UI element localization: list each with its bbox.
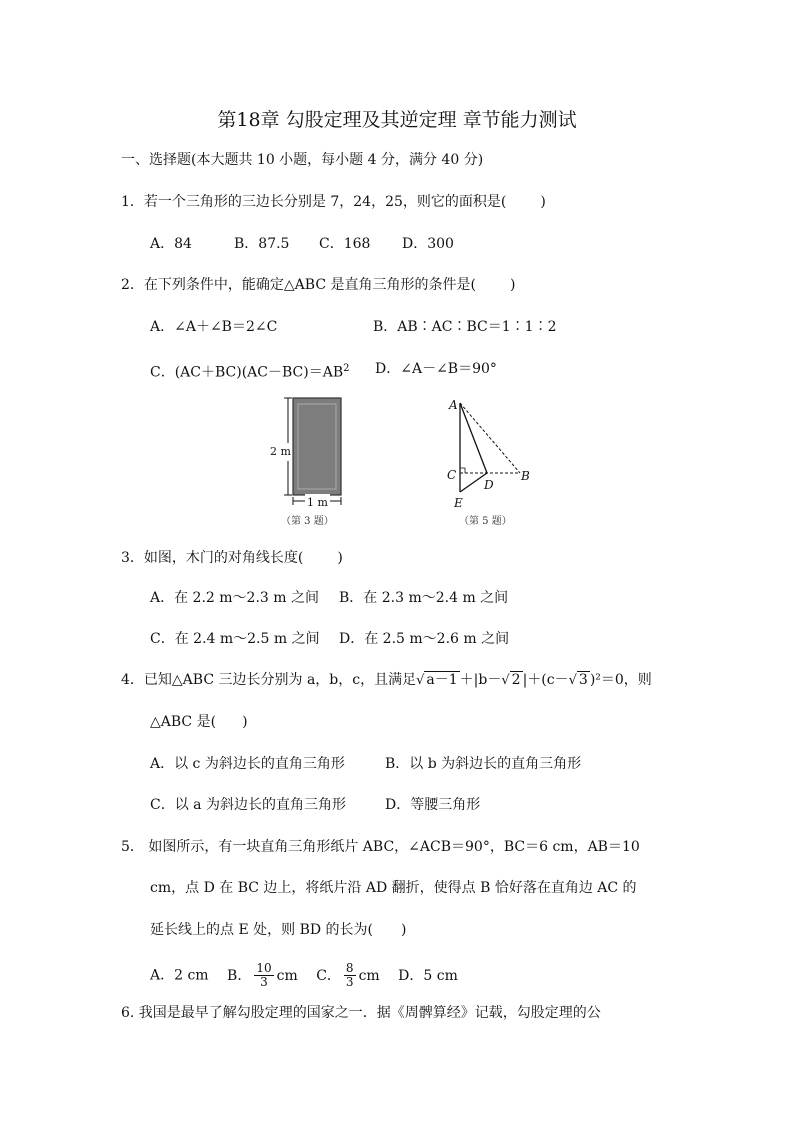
question-2-option-d: D．∠A－∠B＝90° (375, 361, 497, 377)
question-1: 1．若一个三角形的三边长分别是 7，24，25，则它的面积是( ) (121, 194, 546, 210)
question-2-option-a: A．∠A＋∠B＝2∠C (150, 319, 278, 335)
question-5-line-1: 5． 如图所示，有一块直角三角形纸片 ABC，∠ACB＝90°，BC＝6 cm，AB＝10 (121, 839, 640, 855)
fraction-8-3: $\frac{8}{3}$ (345, 961, 354, 989)
question-3-option-c: C．在 2.4 m～2.5 m 之间 (150, 631, 320, 647)
option-b: B． $\frac{10}{3}$ cm (227, 961, 298, 989)
label-c: C (447, 468, 457, 482)
question-4-option-b: B．以 b 为斜边长的直角三角形 (385, 756, 582, 772)
door-height-label: 2 m (270, 443, 291, 461)
question-2-option-b: B．AB∶AC∶BC＝1∶1∶2 (373, 319, 557, 335)
option-d: D．300 (402, 236, 454, 252)
question-1-options (150, 235, 454, 253)
door-rect (293, 398, 341, 495)
option-c: C．168 (319, 236, 371, 252)
question-2-stem: 2．在下列条件中，能确定△ABC 是直角三角形的条件是( (121, 277, 476, 293)
section-heading: 一、选择题(本大题共 10 小题，每小题 4 分，满分 40 分) (121, 152, 484, 168)
label-b: B (521, 469, 530, 483)
label-e: E (454, 496, 463, 510)
sqrt-expression-2: 2 (511, 672, 521, 688)
question-5-line-2: cm，点 D 在 BC 边上，将纸片沿 AD 翻折，使得点 B 恰好落在直角边 AC 的 (150, 880, 637, 896)
question-1-stem: 1．若一个三角形的三边长分别是 7，24，25，则它的面积是( (121, 194, 507, 210)
question-5-line-3: 延长线上的点 E 处，则 BD 的长为( ) (150, 922, 407, 938)
question-5-options (150, 962, 458, 989)
label-a: A (449, 398, 458, 412)
question-3-stem: 3．如图，木门的对角线长度( (121, 550, 304, 566)
right-angle-mark (460, 468, 465, 473)
page-title: 第18章 勾股定理及其逆定理 章节能力测试 (217, 109, 577, 131)
question-3-option-d: D．在 2.5 m～2.6 m 之间 (339, 631, 510, 647)
figure-5-caption: （第 5 题） (459, 516, 512, 527)
door-width-label: 1 m (305, 494, 330, 512)
line-ab-dashed (460, 403, 520, 473)
fraction-10-3: $\frac{10}{3}$ (256, 961, 272, 989)
question-4-option-d: D．等腰三角形 (385, 797, 481, 813)
label-d: D (484, 478, 494, 492)
option-c: C． $\frac{8}{3}$ cm (316, 961, 380, 989)
question-6-line-1: 6. 我国是最早了解勾股定理的国家之一．据《周髀算经》记载，勾股定理的公 (121, 1005, 601, 1021)
question-2: 2．在下列条件中，能确定△ABC 是直角三角形的条件是( ) (121, 277, 516, 293)
question-4-line-1: 4．已知△ABC 三边长分别为 a，b，c，且满足√ a－1 ＋|b－√ 2 |＋(c－√ 3 )²＝0，则 (121, 672, 652, 688)
question-2-option-c: C．$(AC+BC)(AC-BC)=AB^2$ (150, 363, 350, 381)
figure-3-caption: （第 3 题） (281, 516, 334, 527)
question-3: 3．如图，木门的对角线长度( ) (121, 550, 343, 566)
line-ad (460, 403, 487, 473)
option-d: D．5 cm (398, 967, 458, 984)
option-a: A．2 cm (150, 967, 209, 984)
question-4-option-a: A．以 c 为斜边长的直角三角形 (150, 756, 345, 772)
sqrt-expression-3: 3 (578, 672, 588, 688)
line-ed (460, 473, 487, 492)
question-4-line-2: △ABC 是( ) (150, 714, 248, 730)
question-3-option-a: A．在 2.2 m～2.3 m 之间 (150, 590, 319, 606)
sqrt-expression-1: a－1 (426, 672, 458, 688)
option-b: B．87.5 (234, 236, 290, 252)
option-a: A．84 (150, 236, 192, 252)
question-4-option-c: C．以 a 为斜边长的直角三角形 (150, 797, 346, 813)
question-3-option-b: B．在 2.3 m～2.4 m 之间 (339, 590, 509, 606)
